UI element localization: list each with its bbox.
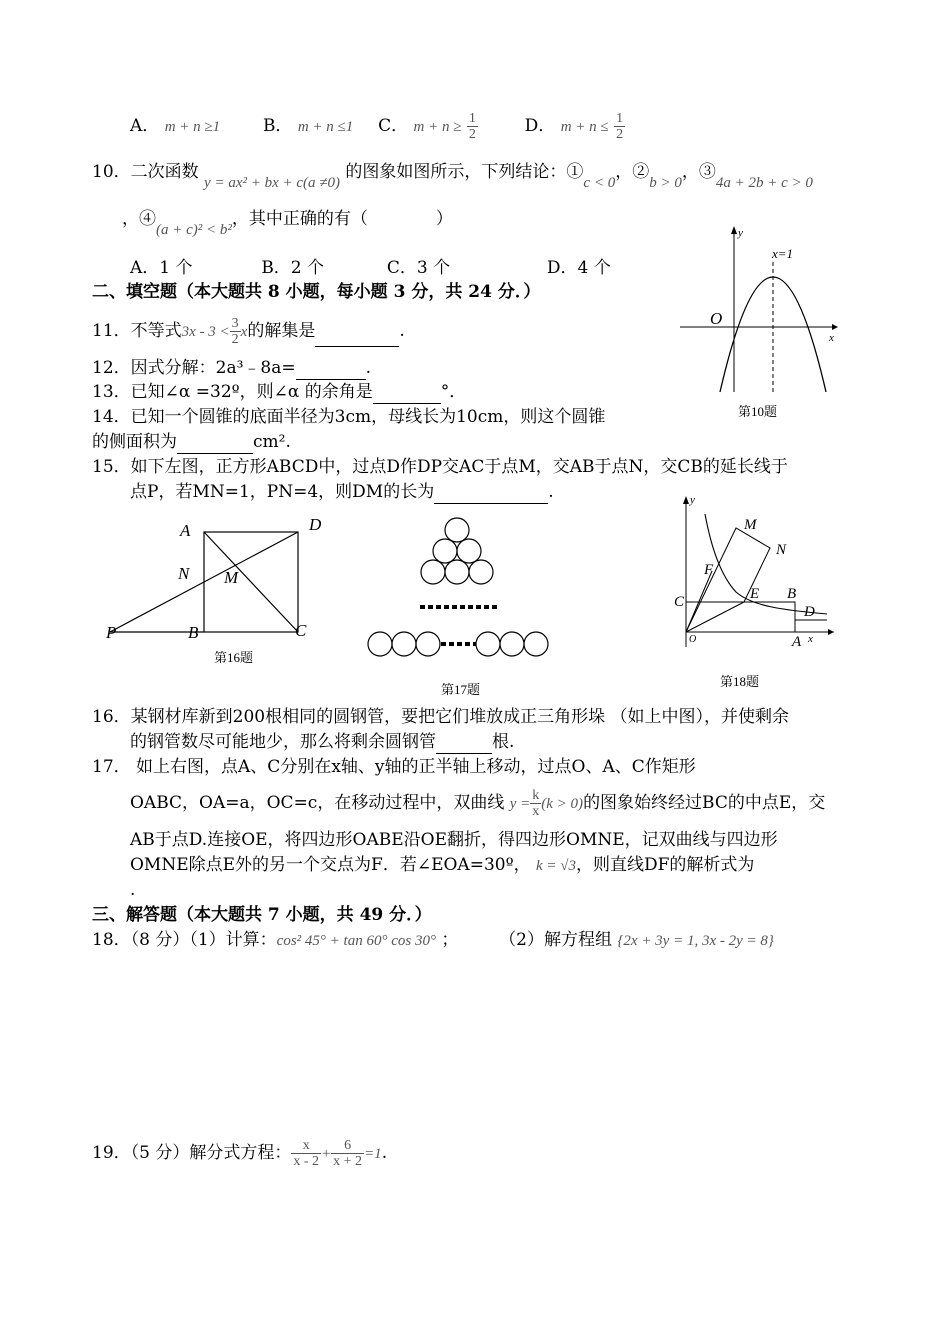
q10-conclusion-2: b > 0: [649, 175, 682, 191]
fig17-pipe: [416, 632, 440, 656]
q18-system: {2x + 3y = 1, 3x - 2y = 8}: [617, 933, 774, 949]
q10-function: y = ax² + bx + c(a ≠0): [204, 175, 341, 191]
q15-end: .: [548, 482, 554, 502]
q17-line2a: OABC，OA=a，OC=c，在移动过程中，双曲线: [130, 793, 505, 813]
fig18-quad-omne: [686, 528, 770, 632]
q16-line1: 16．某钢材库新到200根相同的圆钢管，要把它们堆放成正三角形垛 （如上中图），并使剩余: [92, 707, 789, 727]
fig17-pipe: [368, 632, 392, 656]
q10-sep: ，③: [681, 162, 716, 182]
q10-option-b: B．2 个: [261, 258, 325, 278]
q19-plus: +: [321, 1146, 332, 1162]
fig16-label-c: C: [295, 621, 307, 640]
q15-line2-text: 点P，若MN=1，PN=4，则DM的长为: [130, 482, 435, 502]
figure-17-pipe-stack: [360, 512, 560, 702]
q13-answer-blank: [373, 385, 441, 404]
fig17-pipe: [469, 560, 493, 584]
q17-hyperbola-fraction: $\frac{k}{x}$: [532, 788, 540, 819]
q9-option-c-label: C．: [378, 116, 409, 136]
q10-l2-prefix: ，④: [122, 209, 156, 229]
q9-option-a-label: A．: [130, 116, 160, 136]
q10-option-c: C．3 个: [386, 258, 451, 278]
q10-options: [130, 256, 611, 280]
fig18-label-a: A: [792, 634, 802, 650]
fig18-origin-label: O: [689, 634, 697, 645]
fig10-caption: 第10题: [738, 404, 778, 419]
q9-option-a-expr: m + n ≥1: [164, 119, 221, 135]
q18-mid: ；: [441, 930, 459, 950]
q9-option-b-expr: m + n ≤1: [297, 119, 354, 135]
fig10-y-label: y: [738, 227, 743, 239]
fig18-x-label: x: [808, 633, 813, 645]
q16-answer-blank: [436, 735, 492, 754]
q18-expr: cos² 45° + tan 60° cos 30°: [276, 933, 436, 949]
figure-18-hyperbola: [652, 492, 842, 692]
fig18-x-arrow: [828, 629, 834, 635]
q10-conclusion-1: c < 0: [583, 175, 616, 191]
q14-line1: 14．已知一个圆锥的底面半径为3cm，母线长为10cm，则这个圆锥: [92, 407, 606, 427]
q14-line2: [92, 430, 291, 454]
q9-option-d-expr: m + n ≤: [560, 119, 609, 135]
q10-option-d: D．4 个: [546, 258, 611, 278]
q15-line1: 15．如下左图，正方形ABCD中，过点D作DP交AC于点M，交AB于点N，交CB的延长线于: [92, 457, 788, 477]
fig17-pipe: [421, 560, 445, 584]
q10-conclusion-4: (a + c)² < b²: [156, 222, 232, 238]
fig16-label-m: M: [224, 568, 239, 587]
q12-answer-blank: [296, 361, 366, 380]
q10-option-a: A．1 个: [130, 258, 193, 278]
q12-end: .: [365, 358, 371, 378]
q16-end: 根.: [492, 732, 515, 752]
q19-fraction-2: $\frac{6}{x + 2}$: [333, 1138, 363, 1169]
q14-unit: cm².: [253, 432, 291, 452]
fig16-label-b: B: [188, 623, 199, 642]
q19-equals: =1: [364, 1146, 382, 1162]
fig17-pipe: [524, 632, 548, 656]
q9-options: [130, 111, 625, 142]
q11-fraction: $\frac{3}{2}$: [231, 316, 239, 347]
q17-line4: [130, 853, 754, 878]
q13-end: °．: [440, 382, 467, 402]
fig17-pipe: [457, 539, 481, 563]
fig18-caption: 第18题: [720, 674, 760, 689]
q10-sep: ，②: [615, 162, 650, 182]
q19: [92, 1138, 387, 1169]
fig16-label-n: N: [178, 564, 190, 583]
q19-prefix: 19．（5 分）解分式方程：: [92, 1143, 292, 1163]
q15-line2: [130, 480, 554, 504]
q11-suffix: 的解集是: [247, 321, 316, 341]
fig18-label-e: E: [750, 586, 760, 602]
q9-option-c-expr: m + n ≥: [413, 119, 462, 135]
fig10-origin-label: O: [710, 309, 723, 328]
q17-line2b: 的图象始终经过BC的中点E，交: [583, 793, 826, 813]
fig16-label-d: D: [309, 515, 322, 534]
fig16-label-p: P: [106, 623, 117, 642]
fig16-diagonal-ac: [204, 532, 298, 632]
fig17-pipe: [445, 518, 469, 542]
q16-line2: [130, 730, 514, 754]
q11-answer-blank: [315, 328, 399, 347]
fig18-label-n: N: [776, 542, 787, 558]
q10-line2: [122, 207, 453, 238]
q9-option-b-label: B．: [262, 116, 293, 136]
q11-end: .: [399, 321, 405, 341]
fig18-rectangle-oabc: [686, 602, 795, 632]
q17-hyperbola-condition: (k > 0): [541, 796, 584, 812]
q15-answer-blank: [434, 485, 548, 504]
q17-k-value: k = √3: [535, 858, 576, 874]
fig18-label-d: D: [804, 604, 815, 620]
q12-text: 12．因式分解：2a³﹣8a=: [92, 358, 296, 378]
q19-end: .: [381, 1143, 388, 1163]
fig18-label-m: M: [744, 517, 757, 533]
q17-line1: 17． 如上右图，点A、C分别在x轴、y轴的正半轴上移动，过点O、A、C作矩形: [92, 757, 696, 777]
q11-prefix: 11．不等式: [92, 321, 182, 341]
q17-line4b: ，则直线DF的解析式为: [576, 855, 755, 875]
fig18-label-f: F: [704, 562, 714, 578]
q16-line2-text: 的钢管数尽可能地少，那么将剩余圆钢管: [130, 732, 436, 752]
q19-fraction-1: $\frac{x}{x - 2}$: [293, 1138, 320, 1169]
q9-option-d-label: D．: [524, 116, 556, 136]
fig17-pipe: [433, 539, 457, 563]
q17-line3: AB于点D.连接OE，将四边形OABE沿OE翻折，得四边形OMNE，记双曲线与四边形: [130, 830, 778, 850]
q12: [92, 356, 371, 380]
fig10-x-arrow: [832, 324, 838, 330]
q18: [92, 928, 774, 953]
fig18-line-oe: [686, 602, 744, 632]
q11-expr: 3x - 3 <: [181, 324, 230, 340]
fig18-label-b: B: [787, 586, 797, 602]
figure-10-parabola: [672, 222, 842, 422]
q17-line2: [130, 788, 825, 819]
q11-var: x: [240, 324, 248, 340]
fig10-x-label: x: [829, 332, 834, 344]
fig17-pipe: [392, 632, 416, 656]
fig18-y-label: y: [690, 494, 695, 506]
fig18-y-arrow: [683, 496, 689, 504]
q17-hyperbola-y: y =: [509, 796, 531, 812]
q13: [92, 380, 466, 404]
section-2-heading: 二、填空题（本大题共 8 小题，每小题 3 分，共 24 分．）: [92, 282, 541, 302]
q9-option-c-fraction: $\frac{1}{2}$: [468, 111, 476, 142]
fig17-pipe: [445, 560, 469, 584]
fig18-hyperbola-curve: [705, 514, 827, 614]
q10-prefix: 10．二次函数: [92, 162, 199, 182]
fig10-y-arrow: [731, 226, 737, 234]
q17-line5: .: [130, 880, 136, 900]
fig17-pipe: [500, 632, 524, 656]
q18-part2: （2）解方程组: [499, 930, 612, 950]
fig18-label-c: C: [674, 594, 685, 610]
q13-prefix: 13．已知∠α =32º，则∠α 的余角是: [92, 382, 373, 402]
figure-16-square: [100, 510, 340, 670]
fig17-caption: 第17题: [441, 682, 481, 697]
q10-conclusion-3: 4a + 2b + c > 0: [715, 175, 813, 191]
q9-option-d-fraction: $\frac{1}{2}$: [616, 111, 624, 142]
q17-line4a: OMNE除点E外的另一个交点为F．若∠EOA=30º，: [130, 855, 531, 875]
section-3-heading: 三、解答题（本大题共 7 小题，共 49 分．）: [92, 905, 432, 925]
q14-answer-blank: [177, 435, 253, 454]
q14-line2-text: 的侧面积为: [92, 432, 177, 452]
fig16-caption: 第16题: [214, 650, 254, 665]
fig10-axis-label: x=1: [772, 246, 794, 261]
q11: [92, 316, 405, 347]
q10-line1: [92, 160, 813, 191]
fig17-pipe: [476, 632, 500, 656]
q10-mid: 的图象如图所示，下列结论：①: [345, 162, 584, 182]
q10-l2-suffix: ，其中正确的有（ ）: [231, 209, 453, 229]
q18-prefix: 18．（8 分）（1）计算：: [92, 930, 277, 950]
fig16-label-a: A: [180, 521, 191, 540]
